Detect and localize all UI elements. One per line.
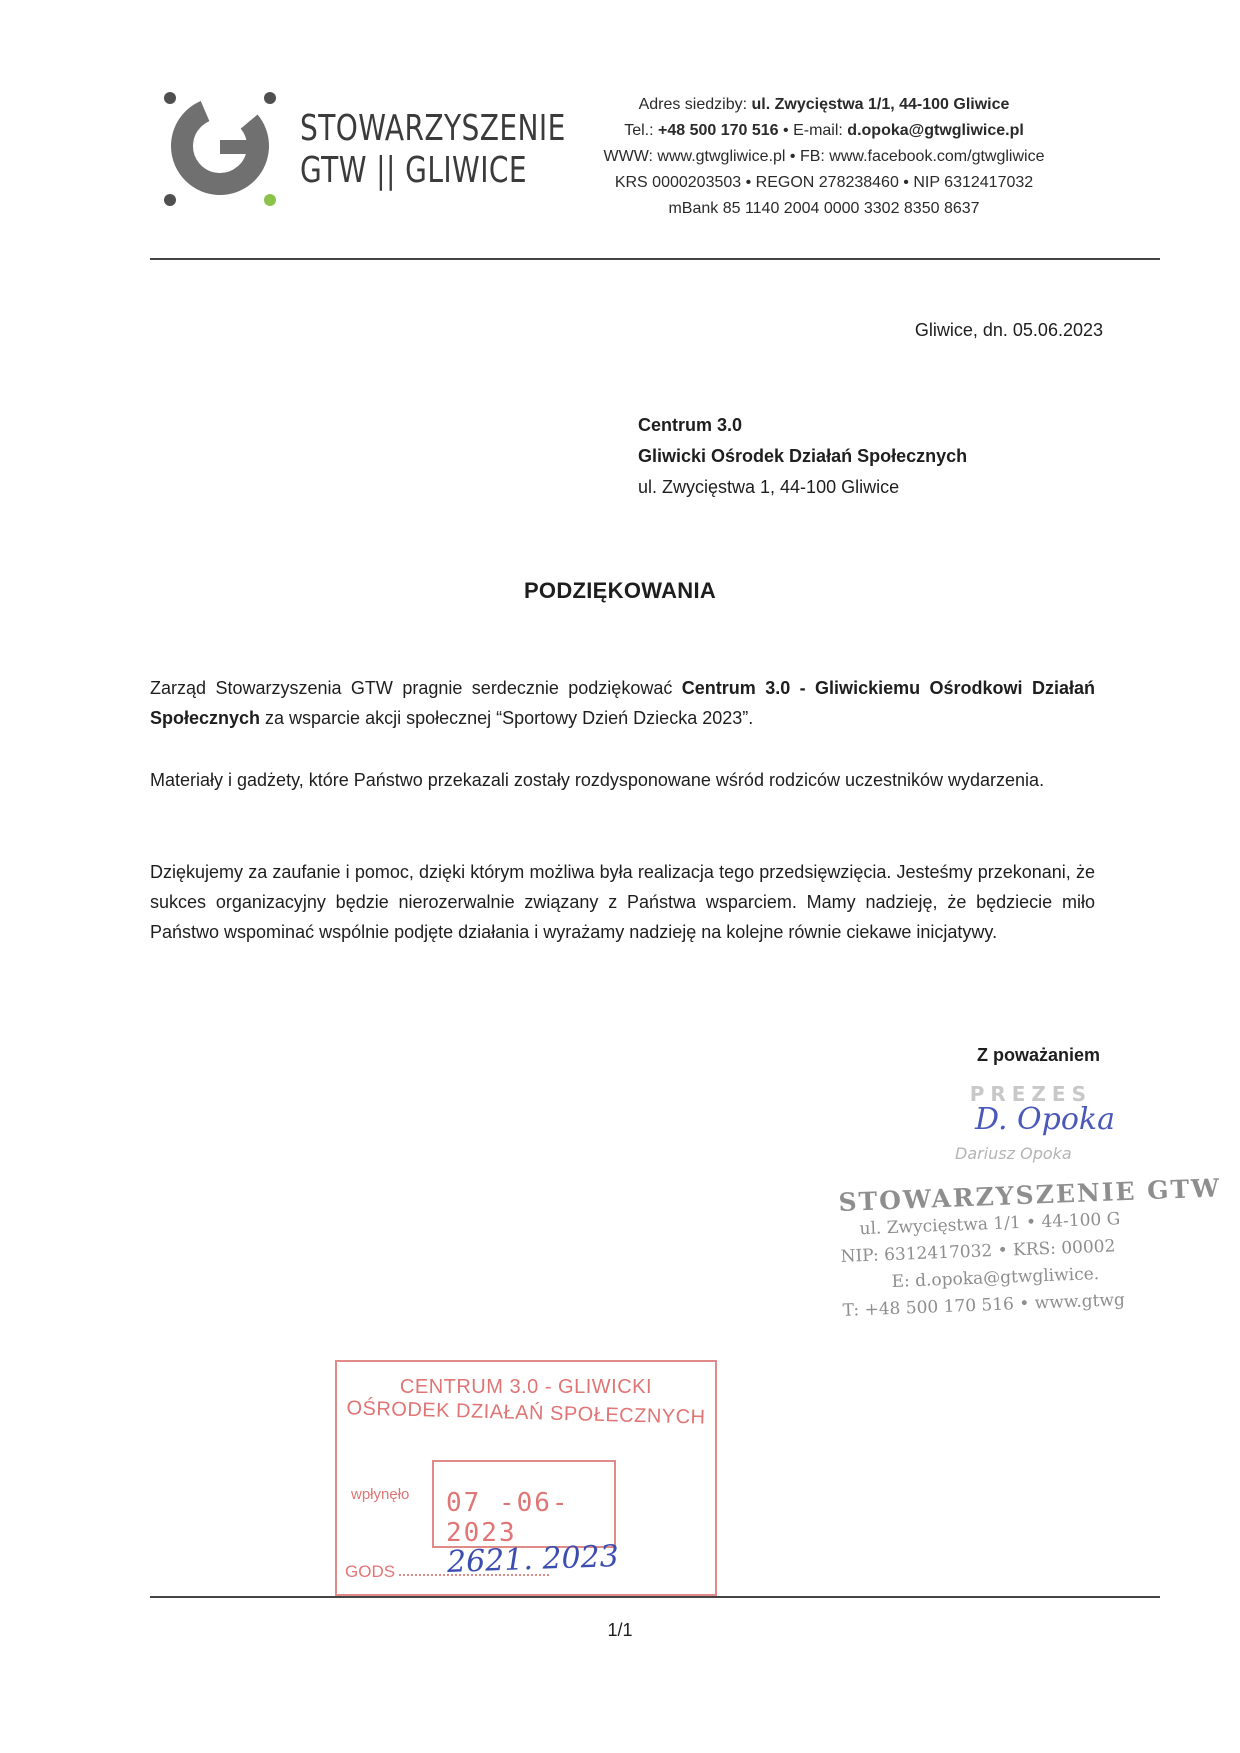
addressee-line-3: ul. Zwycięstwa 1, 44-100 Gliwice	[638, 477, 900, 497]
association-stamp-line-3: NIP: 6312417032 • KRS: 00002	[840, 1236, 1116, 1267]
address-line	[544, 92, 1104, 118]
paragraph-1-text-a: Zarząd Stowarzyszenia GTW pragnie serdecznie podziękować	[150, 678, 682, 698]
closing-greeting: Z poważaniem	[976, 1045, 1100, 1065]
paragraph-1-text-bold: Centrum 3.0 - Gliwickiemu Ośrodkowi Działań Społecznych	[150, 678, 1095, 728]
email-value[interactable]: d.opoka@gtwgliwice.pl	[847, 122, 1024, 139]
place-date: Gliwice, dn. 05.06.2023	[914, 320, 1103, 340]
address-label: Adres siedziby:	[638, 96, 748, 113]
association-stamp	[838, 1173, 1226, 1325]
footer-divider	[150, 1596, 1160, 1598]
tel-label: Tel.:	[624, 122, 654, 139]
brand-line-2: GTW || GLIWICE	[300, 150, 527, 191]
paragraph-3: Dziękujemy za zaufanie i pomoc, dzięki którym możliwa była realizacja tego przedsięwzięcia. Jesteśmy przekonani, że sukces organizacyjny będzie nierozerwalnie związany z Państwa wsparciem. Mamy nadzieję, że będziecie miło Państwo wspominać wspólnie podjęte działania i wyrażamy nadzieję na kolejne równie ciekawe inicjatywy.	[150, 862, 1095, 942]
page-number: 1/1	[607, 1620, 633, 1640]
received-label: wpłynęło	[351, 1486, 410, 1503]
prezes-stamp: PREZES	[969, 1082, 1092, 1106]
krs-line: KRS 0000203503 • REGON 278238460 • NIP 6312417032	[614, 174, 1034, 191]
association-stamp-line-4: E: d.opoka@gtwgliwice.	[891, 1264, 1100, 1293]
received-date-box	[432, 1460, 616, 1548]
received-stamp-line-1: CENTRUM 3.0 - GLIWICKI	[399, 1376, 653, 1398]
paragraph-2: Materiały i gadżety, które Państwo przekazali zostały rozdysponowane wśród rodziców uczestników wydarzenia.	[150, 770, 1045, 790]
brand-name	[300, 108, 566, 192]
association-stamp-line-5: T: +48 500 170 516 • www.gtwg	[842, 1290, 1126, 1321]
addressee-line-2: Gliwicki Ośrodek Działań Społecznych	[638, 446, 968, 466]
association-stamp-line-2: ul. Zwycięstwa 1/1 • 44-100 G	[859, 1209, 1121, 1240]
reference-label: GODS	[345, 1562, 396, 1581]
letter-title: PODZIĘKOWANIA	[523, 578, 717, 603]
header-divider	[150, 258, 1160, 260]
received-stamp-line-2: OŚRODEK DZIAŁAŃ SPOŁECZNYCH	[346, 1397, 706, 1429]
signatory-name: Dariusz Opoka	[955, 1144, 1072, 1163]
tel-value: +48 500 170 516	[658, 122, 779, 139]
email-label: E-mail:	[793, 122, 843, 139]
tel-email-line	[544, 118, 1104, 144]
received-date: 07 -06- 2023	[446, 1488, 570, 1548]
address-value: ul. Zwycięstwa 1/1, 44-100 Gliwice	[751, 96, 1010, 113]
paragraph-1	[150, 673, 1095, 733]
bank-line: mBank 85 1140 2004 0000 3302 8350 8637	[668, 200, 980, 217]
www-line[interactable]: WWW: www.gtwgliwice.pl • FB: www.facebook.com/gtwgliwice	[603, 148, 1045, 165]
brand-line-1: STOWARZYSZENIE	[300, 108, 566, 149]
separator-bullet: •	[783, 122, 794, 139]
association-stamp-line-1: STOWARZYSZENIE GTW	[838, 1173, 1222, 1217]
paragraph-1-text-c: za wsparcie akcji społecznej “Sportowy Dzień Dziecka 2023”.	[260, 708, 754, 728]
addressee-line-1: Centrum 3.0	[638, 415, 743, 435]
contact-block	[544, 92, 1104, 222]
gtw-logo	[160, 88, 280, 208]
received-stamp	[335, 1360, 717, 1596]
reference-number: 2621. 2023	[446, 1539, 620, 1580]
addressee-block	[638, 410, 967, 503]
handwritten-signature: D. Opoka	[975, 1102, 1115, 1137]
